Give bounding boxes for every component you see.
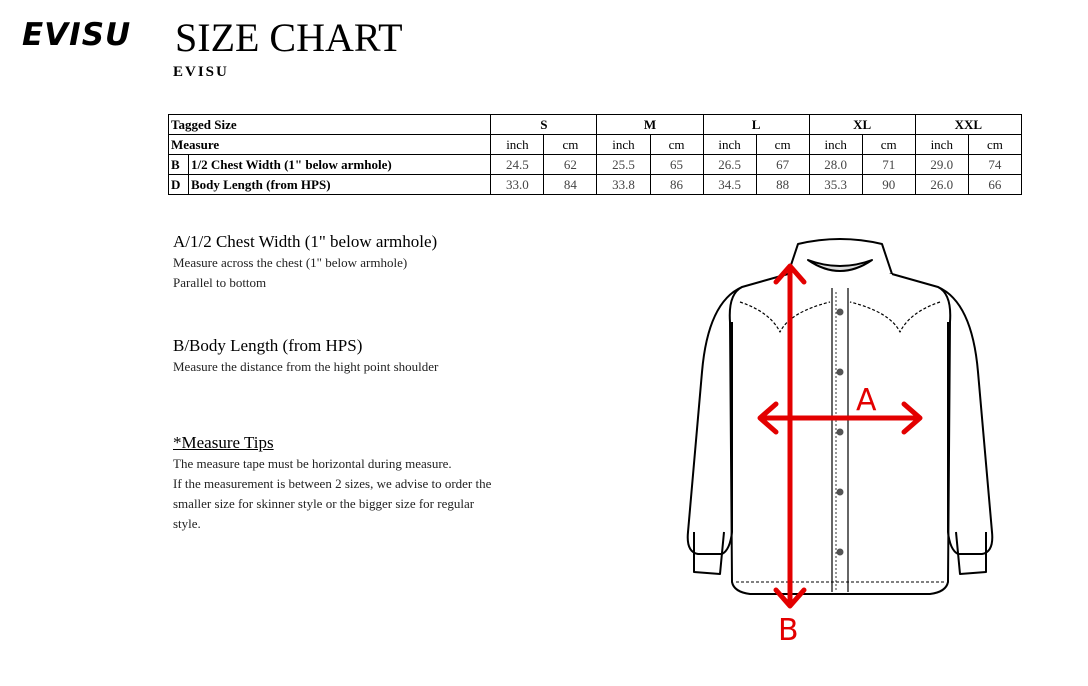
table-cell: 74 bbox=[968, 155, 1021, 175]
body-length-section bbox=[173, 335, 438, 377]
label-b: B bbox=[778, 613, 799, 648]
row-measure-name: Body Length (from HPS) bbox=[189, 175, 491, 195]
unit-label: cm bbox=[862, 135, 915, 155]
tagged-size-label: Tagged Size bbox=[169, 115, 491, 135]
measure-tips-section bbox=[173, 432, 491, 534]
table-cell: 29.0 bbox=[915, 155, 968, 175]
chest-width-note: Parallel to bottom bbox=[173, 275, 267, 290]
table-cell: 84 bbox=[544, 175, 597, 195]
table-cell: 28.0 bbox=[809, 155, 862, 175]
body-length-instruction: Measure the distance from the hight point shoulder bbox=[173, 359, 439, 374]
table-cell: 34.5 bbox=[703, 175, 756, 195]
table-cell: 26.5 bbox=[703, 155, 756, 175]
unit-label: cm bbox=[968, 135, 1021, 155]
table-row bbox=[169, 155, 1022, 175]
table-cell: 86 bbox=[650, 175, 703, 195]
unit-label: inch bbox=[915, 135, 968, 155]
size-header: S bbox=[491, 115, 597, 135]
table-cell: 67 bbox=[756, 155, 809, 175]
chest-width-instruction: Measure across the chest (1" below armhole) bbox=[173, 255, 408, 270]
measure-tip-line: The measure tape must be horizontal during measure. bbox=[173, 456, 452, 471]
chest-width-heading: A/1/2 Chest Width (1" below armhole) bbox=[173, 232, 438, 251]
row-code: B bbox=[169, 155, 189, 175]
chest-width-section bbox=[173, 231, 437, 293]
row-measure-name: 1/2 Chest Width (1" below armhole) bbox=[189, 155, 491, 175]
table-header-row bbox=[169, 115, 1022, 135]
table-cell: 62 bbox=[544, 155, 597, 175]
size-header: XXL bbox=[915, 115, 1021, 135]
table-cell: 25.5 bbox=[597, 155, 650, 175]
table-cell: 26.0 bbox=[915, 175, 968, 195]
evisu-logo bbox=[22, 18, 152, 50]
table-cell: 24.5 bbox=[491, 155, 544, 175]
page-title: SIZE CHART bbox=[175, 15, 403, 60]
table-cell: 71 bbox=[862, 155, 915, 175]
measure-label: Measure bbox=[169, 135, 491, 155]
size-header: XL bbox=[809, 115, 915, 135]
unit-label: cm bbox=[650, 135, 703, 155]
size-header: M bbox=[597, 115, 703, 135]
brand-subtitle: EVISU bbox=[173, 64, 229, 80]
table-cell: 90 bbox=[862, 175, 915, 195]
unit-label: inch bbox=[491, 135, 544, 155]
svg-text:EVISU: EVISU bbox=[22, 18, 132, 50]
measure-tip-line: If the measurement is between 2 sizes, we advise to order the bbox=[173, 476, 492, 491]
size-chart-table bbox=[168, 114, 1022, 195]
size-header: L bbox=[703, 115, 809, 135]
unit-label: inch bbox=[597, 135, 650, 155]
shirt-measurement-diagram bbox=[680, 232, 1020, 652]
unit-label: cm bbox=[756, 135, 809, 155]
measure-tip-line: style. bbox=[173, 516, 201, 531]
measure-tips-heading: *Measure Tips bbox=[173, 433, 274, 452]
measure-tip-line: smaller size for skinner style or the bigger size for regular bbox=[173, 496, 475, 511]
table-units-row bbox=[169, 135, 1022, 155]
table-cell: 33.8 bbox=[597, 175, 650, 195]
body-length-heading: B/Body Length (from HPS) bbox=[173, 336, 363, 355]
label-a: A bbox=[856, 383, 877, 418]
table-row bbox=[169, 175, 1022, 195]
row-code: D bbox=[169, 175, 189, 195]
unit-label: inch bbox=[703, 135, 756, 155]
table-cell: 88 bbox=[756, 175, 809, 195]
unit-label: cm bbox=[544, 135, 597, 155]
table-cell: 35.3 bbox=[809, 175, 862, 195]
unit-label: inch bbox=[809, 135, 862, 155]
table-cell: 65 bbox=[650, 155, 703, 175]
table-cell: 66 bbox=[968, 175, 1021, 195]
table-cell: 33.0 bbox=[491, 175, 544, 195]
